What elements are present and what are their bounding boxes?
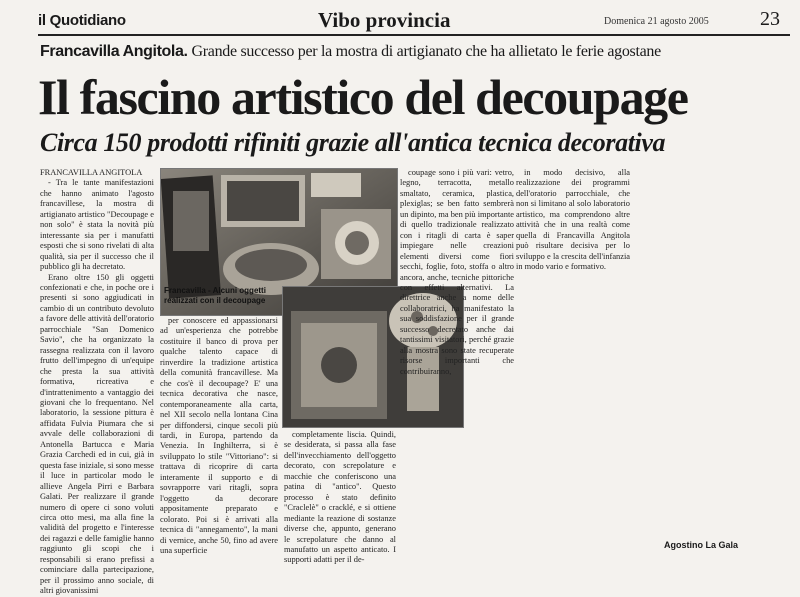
- kicker-place: Francavilla Angitola.: [40, 43, 188, 60]
- byline: Agostino La Gala: [664, 540, 739, 550]
- masthead: [38, 6, 790, 34]
- masthead-rule: [38, 34, 790, 36]
- issue-date: Domenica 21 agosto 2005: [604, 16, 709, 27]
- headline: Il fascino artistico del decoupage: [38, 69, 688, 125]
- paragraph: Erano oltre 150 gli oggetti confezionati e che, in poche ore i presenti si sono aggiudicati in cambio di un contributo devoluto a favore delle attività dell'oratorio parrocchiale "San Domenico Savio", che ha organizzato la rassegna realizzata con il lavoro frutto dell'impegno di un'equipe che presta la sua attività formativa, ricreativa e d'intrattenimento a vantaggio dei giovani che lo frequentano. Nel laboratorio, la sessione pittura è affidata Fulvia Piumara che si avvale delle collaborazioni di Antonella Bartucca e Maria Grazia Carchedi ed in cui, già in questa fase iniziale, si sono messe il luce in particolar modo le allieve Angela Pirri e Barbara Galati. Per realizzare il grande numero di opere ci sono voluti circa otto mesi, ma alla fine la validità del progetto e l'interesse dei ragazzi e delle famiglie hanno raggiunto gli scopi che i responsabili si erano prefissi a cominciare dalla partecipazione, per il prossimo anno sociale, di altri giovanissimi: [40, 272, 154, 596]
- article-column-4: [516, 168, 630, 556]
- page-number: 23: [760, 8, 780, 30]
- paragraph: in modo decisivo, alla realizzazione dei programmi dell'oratorio parrocchiale, che non si limitano al solo laboratorio artistico, ma comprendono altre attività che in una realtà come quella di Francavilla Angitola può risultare decisiva per lo sviluppo e la crescita dell'infanzia in modo vario e formativo.: [516, 168, 630, 272]
- paragraph: per conoscere ed appassionarsi ad un'esperienza che potrebbe costituire il banco di prova per qualche talento capace di rinverdire la tradizione artistica della comunità francavillese. Ma che cos'è il decoupage? E' una tecnica decorativa che nasce, contemporaneamente alla carta, nel XII secolo nella lontana Cina per diffondersi, cinque secoli più tardi, in Europa, partendo da Venezia. In Inghilterra, si è sviluppato lo stile "Vittoriano": si trattava di ricoprire di carta interamente il supporto e di sovrapporre vari ritagli, sopra l'oggetto da decorare appositamente preparato e colorato. Poi si è arrivati alla tecnica di "annegamento", la mani di vernice, anche 50, fino ad avere una superficie: [160, 316, 278, 555]
- section-name: Vibo provincia: [318, 8, 451, 32]
- article-column-3: [400, 168, 514, 556]
- kicker: [40, 43, 661, 61]
- paragraph: completamente liscia. Quindi, se desiderata, si passa alla fase dell'invecchiamento dell'oggetto decorato, con screpolature e macchie che conferiscono una patina di "antico". Questo processo è stato definito "Craclelè" o cracklé, e si ottiene mediante la reazione di sostanze diverse che, appunto, generano le screpolature che danno al manufatto un aspetto anticato. I supporti adatti per il de-: [284, 430, 396, 565]
- article-column-1: [40, 168, 154, 596]
- paragraph: - Tra le tante manifestazioni che hanno animato l'agosto francavillese, la mostra di artigianato artistico "Decoupage e non solo" è stata la novità più interessante sia per i manufatti esposti che si sono rivelati di alta qualità, sia per il successo che il pubblico gli ha decretato.: [40, 178, 154, 272]
- dateline: FRANCAVILLA ANGITOLA: [40, 168, 143, 177]
- kicker-text: Grande successo per la mostra di artigianato che ha allietato le ferie agostane: [191, 43, 661, 60]
- paragraph: coupage sono i più vari: vetro, legno, terracotta, metallo smaltato, ceramica, plastica, plexiglas; se ben fatto sembrerà un dipinto, ma ben più importante di quello tradizionale realizzato con i ritagli di carta è saper impiegare nelle creazioni elementi diversi come fiori secchi, foglie, foto, stoffa o altro ancora, anche, tecniche pittoriche con effetti alternativi. La direttrice anche a nome delle collaboratrici, ha manifestato la sua soddisfazione per il grande successo decretato anche dai tantissimi visitatori, perché grazie alla mostra sono state recuperate risorse importanti che contribuiranno,: [400, 168, 514, 376]
- paper-name: il Quotidiano: [38, 12, 126, 29]
- subheadline: Circa 150 prodotti rifiniti grazie all'antica tecnica decorativa: [40, 128, 666, 157]
- article-column-2b: [284, 430, 396, 565]
- photo-caption: Francavilla - Alcuni oggetti realizzati con il decoupage: [164, 286, 266, 305]
- article-column-2: [160, 316, 278, 556]
